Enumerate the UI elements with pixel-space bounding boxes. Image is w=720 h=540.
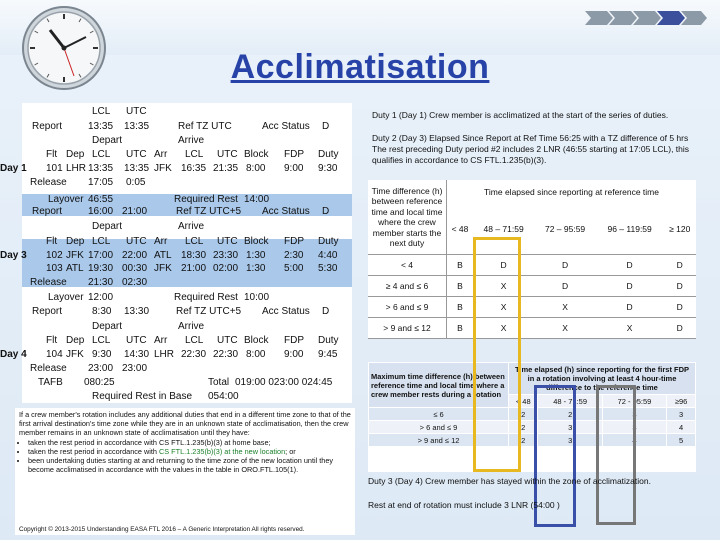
block-header: Block	[244, 149, 269, 160]
table-row-label: > 6 and ≤ 9	[368, 297, 447, 318]
mini-head-left: Maximum time difference (h) between reference time and local time where a crew member rests during a rotation	[369, 363, 509, 408]
table-row	[369, 434, 696, 447]
release1-utc: 0:05	[126, 177, 146, 188]
mini-row-label: ≤ 6	[369, 408, 509, 421]
table-row	[368, 318, 696, 339]
mini-row-label: > 6 and ≤ 9	[369, 421, 509, 434]
gold-highlight-box	[473, 237, 521, 472]
d3a-alcl: 18:30	[181, 250, 207, 261]
report1-utc: 13:35	[124, 121, 150, 132]
d3b-utc: 00:30	[122, 263, 148, 274]
table-cell: B	[447, 297, 473, 318]
table-row	[369, 421, 696, 434]
report-label: Report	[32, 121, 63, 132]
mini-cell: 3	[602, 408, 666, 421]
ref-tz5-label: Ref TZ UTC+5	[176, 206, 242, 217]
table-col-4: 96 – 119:59	[596, 205, 664, 255]
d4-alcl: 22:30	[181, 349, 207, 360]
d3a-flt: 102	[46, 250, 63, 261]
d1-lcl: 13:35	[88, 163, 114, 174]
report4-label: Report	[32, 306, 63, 317]
page-title: Acclimatisation	[230, 48, 490, 86]
table-cell: D	[534, 276, 595, 297]
d1-alcl: 16:35	[181, 163, 207, 174]
table-cell: X	[473, 297, 534, 318]
mini-col-4: ≥96	[667, 395, 696, 408]
day1-label: Day 1	[0, 163, 27, 174]
table-cell: X	[534, 297, 595, 318]
duty4-header: Duty	[318, 335, 339, 346]
layover3-label: Layover	[48, 292, 84, 303]
duty-header: Duty	[318, 149, 339, 160]
d1-utc: 13:35	[124, 163, 150, 174]
flt3-header: Flt	[46, 236, 58, 247]
table-row-label: ≥ 4 and ≤ 6	[368, 276, 447, 297]
mini-cell: 3	[667, 408, 696, 421]
release4-label: Release	[30, 363, 67, 374]
table-cell: D	[663, 255, 696, 276]
d4-lcl: 9:30	[92, 349, 112, 360]
arr-utc-header: UTC	[217, 149, 238, 160]
table-head-left: Time difference (h) between reference time and local time where the crew member starts the next duty	[368, 180, 447, 255]
notes-list	[19, 438, 351, 475]
table-row-label: < 4	[368, 255, 447, 276]
d3b-lcl: 19:30	[88, 263, 114, 274]
table-cell: D	[663, 276, 696, 297]
d4-arr: LHR	[154, 349, 175, 360]
total-values: 019:00 023:00 024:45	[235, 377, 333, 388]
mini-cell: 2	[509, 421, 538, 434]
d3b-arr: JFK	[154, 263, 172, 274]
dep-header: Dep	[66, 149, 85, 160]
acclimatisation-table	[368, 180, 696, 339]
table-row	[369, 408, 696, 421]
d3a-block: 1:30	[246, 250, 266, 261]
block3-header: Block	[244, 236, 269, 247]
table-col-2: 48 – 71:59	[473, 205, 534, 255]
d3a-autc: 23:30	[213, 250, 239, 261]
mini-col-3: 72 - 95:59	[602, 395, 666, 408]
mini-head-right: Time elapsed (h) since reporting for the first FDP in a rotation involving at least 4 hour-time difference to the reference time	[509, 363, 696, 395]
chevron-arrows-icon	[585, 8, 707, 28]
mini-col-2: 48 - 71:59	[538, 395, 602, 408]
d4-autc: 22:30	[213, 349, 239, 360]
release1-label: Release	[30, 177, 67, 188]
block4-header: Block	[244, 335, 269, 346]
arrive-label: Arrive	[178, 135, 205, 146]
d3b-duty: 5:30	[318, 263, 338, 274]
d1-autc: 21:35	[213, 163, 239, 174]
duty2-note: Duty 2 (Day 3) Elapsed Since Report at Ref Time 56:25 with a TZ difference of 5 hrs The rest preceding Duty period #2 includes 2 LNR (46:55 starting at 17:05 LCL), this qualifies in accordance to CS FTL.1.235(b)(3).	[372, 133, 690, 165]
d4-block: 8:00	[246, 349, 266, 360]
d3b-fdp: 5:00	[284, 263, 304, 274]
table-col-5: ≥ 120	[663, 205, 696, 255]
dep-utc-header: UTC	[126, 149, 147, 160]
lcl-header: LCL	[92, 106, 111, 117]
duty3-header: Duty	[318, 236, 339, 247]
notes-item-2	[28, 447, 351, 456]
mini-cell: 2	[509, 434, 538, 447]
mini-cell: 5	[667, 434, 696, 447]
table-cell: D	[596, 297, 664, 318]
arr-header: Arr	[154, 149, 168, 160]
d3b-dep: ATL	[66, 263, 84, 274]
d1-duty: 9:30	[318, 163, 338, 174]
d3a-arr: ATL	[154, 250, 172, 261]
table-cell: D	[596, 276, 664, 297]
lcl4-header: LCL	[92, 335, 111, 346]
utc-header: UTC	[126, 106, 147, 117]
d4-flt: 104	[46, 349, 63, 360]
table-head-right: Time elapsed since reporting at reference time	[484, 187, 659, 198]
acc-status4-label: Acc Status	[262, 306, 310, 317]
lcl3-header: LCL	[92, 236, 111, 247]
required-rest1-label: Required Rest	[174, 194, 238, 205]
report1-lcl: 13:35	[88, 121, 114, 132]
release3-lcl: 21:30	[88, 277, 114, 288]
d3a-duty: 4:40	[318, 250, 338, 261]
fdp4-header: FDP	[284, 335, 304, 346]
report3-lcl: 16:00	[88, 206, 114, 217]
acc-status-value: D	[322, 121, 330, 132]
acc-status3-value: D	[322, 206, 330, 217]
required-rest1-value: 14:00	[244, 194, 270, 205]
flt4-header: Flt	[46, 335, 58, 346]
required-rest3-value: 10:00	[244, 292, 270, 303]
d3a-lcl: 17:00	[88, 250, 114, 261]
release4-lcl: 23:00	[88, 363, 114, 374]
mini-cell: 2	[509, 408, 538, 421]
report3-utc: 21:00	[122, 206, 148, 217]
layover1-label: Layover	[48, 194, 84, 205]
table-cell: X	[534, 318, 595, 339]
notes-intro: If a crew member's rotation includes any additional duties that end in a different time zone to that of the first arrival destination's time zone while they are in an unknown state of acclimatisation, then the crew member remains in an unknown state of acclimatisation until they have:	[19, 410, 351, 438]
rest-note: Rest at end of rotation must include 3 LNR (54:00 )	[368, 500, 560, 510]
day4-label: Day 4	[0, 349, 27, 360]
release3-label: Release	[30, 277, 67, 288]
alcl4-header: LCL	[185, 335, 204, 346]
tafb-value: 080:25	[84, 377, 115, 388]
release3-utc: 02:30	[122, 277, 148, 288]
dep4-header: Dep	[66, 335, 85, 346]
mini-cell: 4	[602, 434, 666, 447]
d3a-fdp: 2:30	[284, 250, 304, 261]
utc3-header: UTC	[126, 236, 147, 247]
utc4-header: UTC	[126, 335, 147, 346]
fdp3-header: FDP	[284, 236, 304, 247]
duty1-note: Duty 1 (Day 1) Crew member is acclimatized at the start of the series of duties.	[372, 110, 669, 120]
notes-item-2-link: CS FTL.1.235(b)(3) at the new location	[159, 446, 286, 456]
notes-item-2-tail: ; or	[285, 446, 296, 456]
report3-label: Report	[32, 206, 63, 217]
ref-tz-label: Ref TZ UTC	[178, 121, 232, 132]
table-cell: X	[473, 318, 534, 339]
required-rest3-label: Required Rest	[174, 292, 238, 303]
depart-label: Depart	[92, 135, 123, 146]
table-cell: B	[447, 255, 473, 276]
table-cell: B	[447, 276, 473, 297]
day3-label: Day 3	[0, 250, 27, 261]
depart4-label: Depart	[92, 321, 123, 332]
autc4-header: UTC	[217, 335, 238, 346]
notes-item-2-text: taken the rest period in accordance with	[28, 446, 160, 456]
mini-cell: 3	[538, 421, 602, 434]
table-row-label: > 9 and ≤ 12	[368, 318, 447, 339]
total-label: Total	[208, 377, 230, 388]
rest-table	[368, 362, 696, 472]
d3b-alcl: 21:00	[181, 263, 207, 274]
layover3-value: 12:00	[88, 292, 114, 303]
release1-lcl: 17:05	[88, 177, 114, 188]
table-col-1: < 48	[447, 205, 473, 255]
notes-box	[15, 408, 355, 535]
tafb-label: TAFB	[38, 377, 63, 388]
schedule-panel	[0, 103, 352, 403]
table-row	[368, 297, 696, 318]
mini-cell: 4	[667, 421, 696, 434]
d4-utc: 14:30	[124, 349, 150, 360]
acc-status3-label: Acc Status	[262, 206, 310, 217]
d3b-flt: 103	[46, 263, 63, 274]
arr-lcl-header: LCL	[185, 149, 204, 160]
table-cell: B	[447, 318, 473, 339]
dep3-header: Dep	[66, 236, 85, 247]
table-cell: D	[534, 255, 595, 276]
table-cell: X	[596, 318, 664, 339]
d1-dep: LHR	[66, 163, 87, 174]
copyright: Copyright © 2013-2015 Understanding EASA FTL 2016 – A Generic Interpretation All rights reserved.	[19, 525, 305, 533]
d3a-dep: JFK	[66, 250, 84, 261]
report4-lcl: 8:30	[92, 306, 112, 317]
mini-cell: 3	[602, 421, 666, 434]
d1-arr: JFK	[154, 163, 172, 174]
flt-header: Flt	[46, 149, 58, 160]
arrive4-label: Arrive	[178, 321, 205, 332]
table-col-3: 72 – 95:59	[534, 205, 595, 255]
d1-flt: 101	[46, 163, 63, 174]
ref-tz5b-label: Ref TZ UTC+5	[176, 306, 242, 317]
autc3-header: UTC	[217, 236, 238, 247]
d1-block: 8:00	[246, 163, 266, 174]
required-rest-base-value: 054:00	[208, 391, 239, 402]
duty3-note: Duty 3 (Day 4) Crew member has stayed within the zone of acclimatization.	[368, 476, 651, 486]
notes-item-1: • taken the rest period in accordance with CS FTL.1.235(b)(3) at home base;	[28, 438, 351, 447]
alcl3-header: LCL	[185, 236, 204, 247]
table-row	[368, 255, 696, 276]
table-cell: X	[473, 276, 534, 297]
arr4-header: Arr	[154, 335, 168, 346]
d4-duty: 9:45	[318, 349, 338, 360]
fdp-header: FDP	[284, 149, 304, 160]
arrive3-label: Arrive	[178, 221, 205, 232]
notes-item-3: • been undertaking duties starting at and returning to the time zone of the new location until they become acclimatised in accordance with the values in the table in ORO.FTL.105(1).	[28, 456, 351, 474]
table-cell: D	[663, 318, 696, 339]
mini-row-label: > 9 and ≤ 12	[369, 434, 509, 447]
table-row	[368, 276, 696, 297]
d1-fdp: 9:00	[284, 163, 304, 174]
acc-status-label: Acc Status	[262, 121, 310, 132]
mini-cell: 3	[538, 434, 602, 447]
arr3-header: Arr	[154, 236, 168, 247]
table-cell: D	[663, 297, 696, 318]
layover1-value: 46:55	[88, 194, 114, 205]
required-rest-base-label: Required Rest in Base	[92, 391, 193, 402]
release4-utc: 23:00	[122, 363, 148, 374]
mini-cell: 2	[538, 408, 602, 421]
depart3-label: Depart	[92, 221, 123, 232]
d3b-autc: 02:00	[213, 263, 239, 274]
dep-lcl-header: LCL	[92, 149, 111, 160]
d3a-utc: 22:00	[122, 250, 148, 261]
table-cell: D	[596, 255, 664, 276]
report4-utc: 13:30	[124, 306, 150, 317]
d4-dep: JFK	[66, 349, 84, 360]
d3b-block: 1:30	[246, 263, 266, 274]
d4-fdp: 9:00	[284, 349, 304, 360]
mini-col-1: < 48	[509, 395, 538, 408]
table-cell: D	[473, 255, 534, 276]
acc-status4-value: D	[322, 306, 330, 317]
